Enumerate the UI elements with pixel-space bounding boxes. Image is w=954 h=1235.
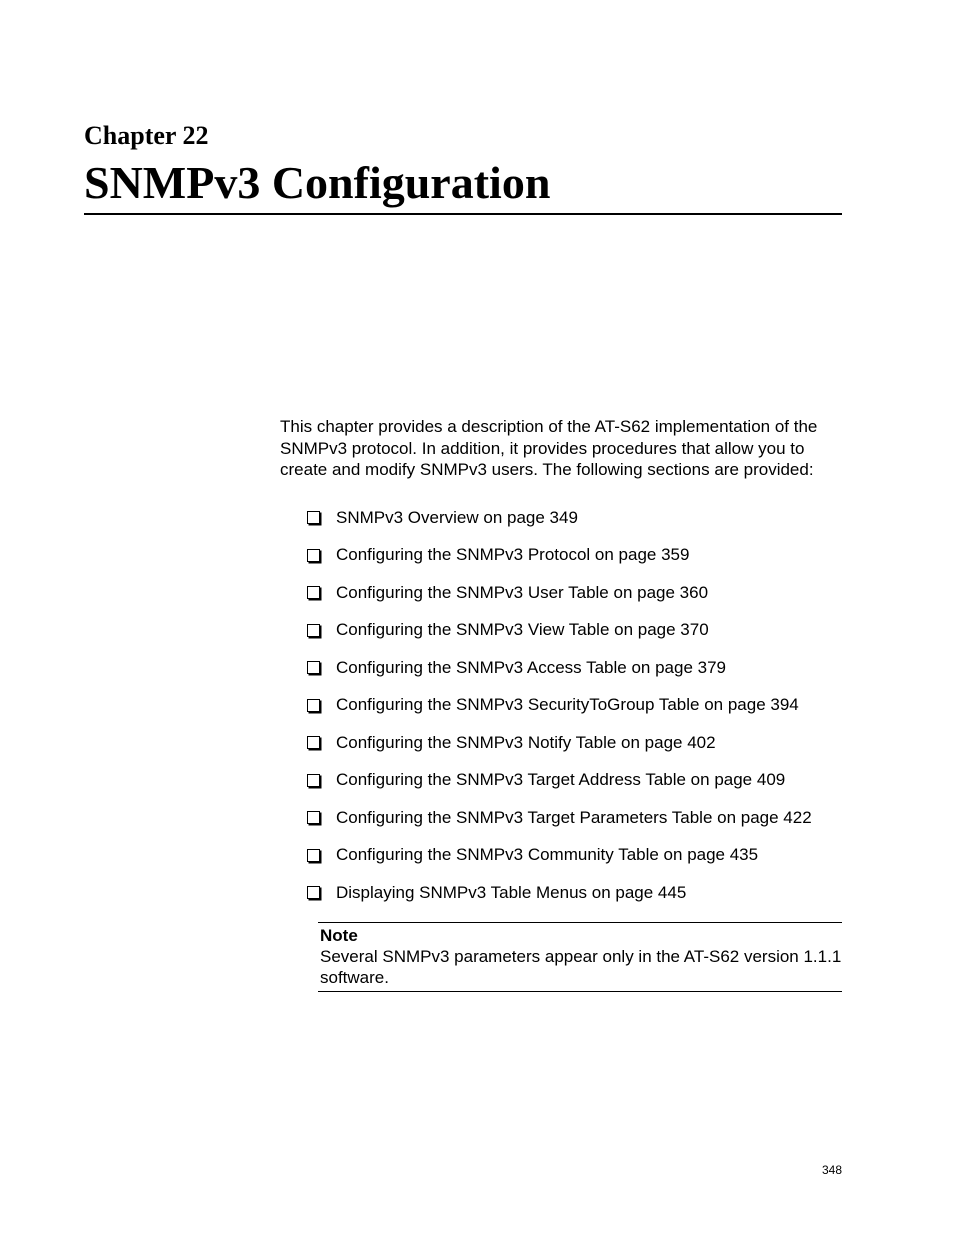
checkbox-icon xyxy=(307,699,320,712)
checkbox-icon xyxy=(307,511,320,524)
section-link[interactable]: Configuring the SNMPv3 View Table on page 370 xyxy=(336,620,709,640)
note-heading: Note xyxy=(320,926,358,945)
section-link[interactable]: SNMPv3 Overview on page 349 xyxy=(336,507,578,527)
list-item[interactable] xyxy=(307,874,812,912)
checkbox-icon xyxy=(307,849,320,862)
intro-paragraph: This chapter provides a description of the AT-S62 implementation of the SNMPv3 protocol. In addition, it provides procedures that allow you to create and modify SNMPv3 users. The following sections are provided: xyxy=(280,417,818,479)
list-item[interactable] xyxy=(307,574,812,612)
title-divider xyxy=(84,213,842,215)
section-link[interactable]: Configuring the SNMPv3 Target Parameters Table on page 422 xyxy=(336,807,812,827)
section-link[interactable]: Displaying SNMPv3 Table Menus on page 445 xyxy=(336,882,687,902)
checkbox-icon xyxy=(307,811,320,824)
list-item[interactable] xyxy=(307,837,812,875)
section-link[interactable]: Configuring the SNMPv3 Access Table on page 379 xyxy=(336,657,726,677)
section-link[interactable]: Configuring the SNMPv3 Target Address Table on page 409 xyxy=(336,770,786,790)
list-item[interactable] xyxy=(307,537,812,575)
page-title: SNMPv3 Configuration xyxy=(84,157,551,208)
checkbox-icon xyxy=(307,586,320,599)
checkbox-icon xyxy=(307,661,320,674)
list-item[interactable] xyxy=(307,687,812,725)
list-item[interactable] xyxy=(307,724,812,762)
section-link[interactable]: Configuring the SNMPv3 Notify Table on page 402 xyxy=(336,732,716,752)
list-item[interactable] xyxy=(307,499,812,537)
section-list xyxy=(307,499,812,912)
checkbox-icon xyxy=(307,736,320,749)
section-link[interactable]: Configuring the SNMPv3 SecurityToGroup Table on page 394 xyxy=(336,695,799,715)
section-link[interactable]: Configuring the SNMPv3 Community Table on page 435 xyxy=(336,845,759,865)
list-item[interactable] xyxy=(307,799,812,837)
section-link[interactable]: Configuring the SNMPv3 User Table on page 360 xyxy=(336,582,709,602)
section-link[interactable]: Configuring the SNMPv3 Protocol on page 359 xyxy=(336,545,690,565)
checkbox-icon xyxy=(307,774,320,787)
list-item[interactable] xyxy=(307,762,812,800)
checkbox-icon xyxy=(307,886,320,899)
chapter-label: Chapter 22 xyxy=(84,121,209,150)
note-body: Several SNMPv3 parameters appear only in the AT-S62 version 1.1.1 software. xyxy=(320,947,842,987)
list-item[interactable] xyxy=(307,612,812,650)
page-number: 348 xyxy=(821,1163,842,1177)
checkbox-icon xyxy=(307,549,320,562)
checkbox-icon xyxy=(307,624,320,637)
note-box xyxy=(318,922,842,992)
list-item[interactable] xyxy=(307,649,812,687)
